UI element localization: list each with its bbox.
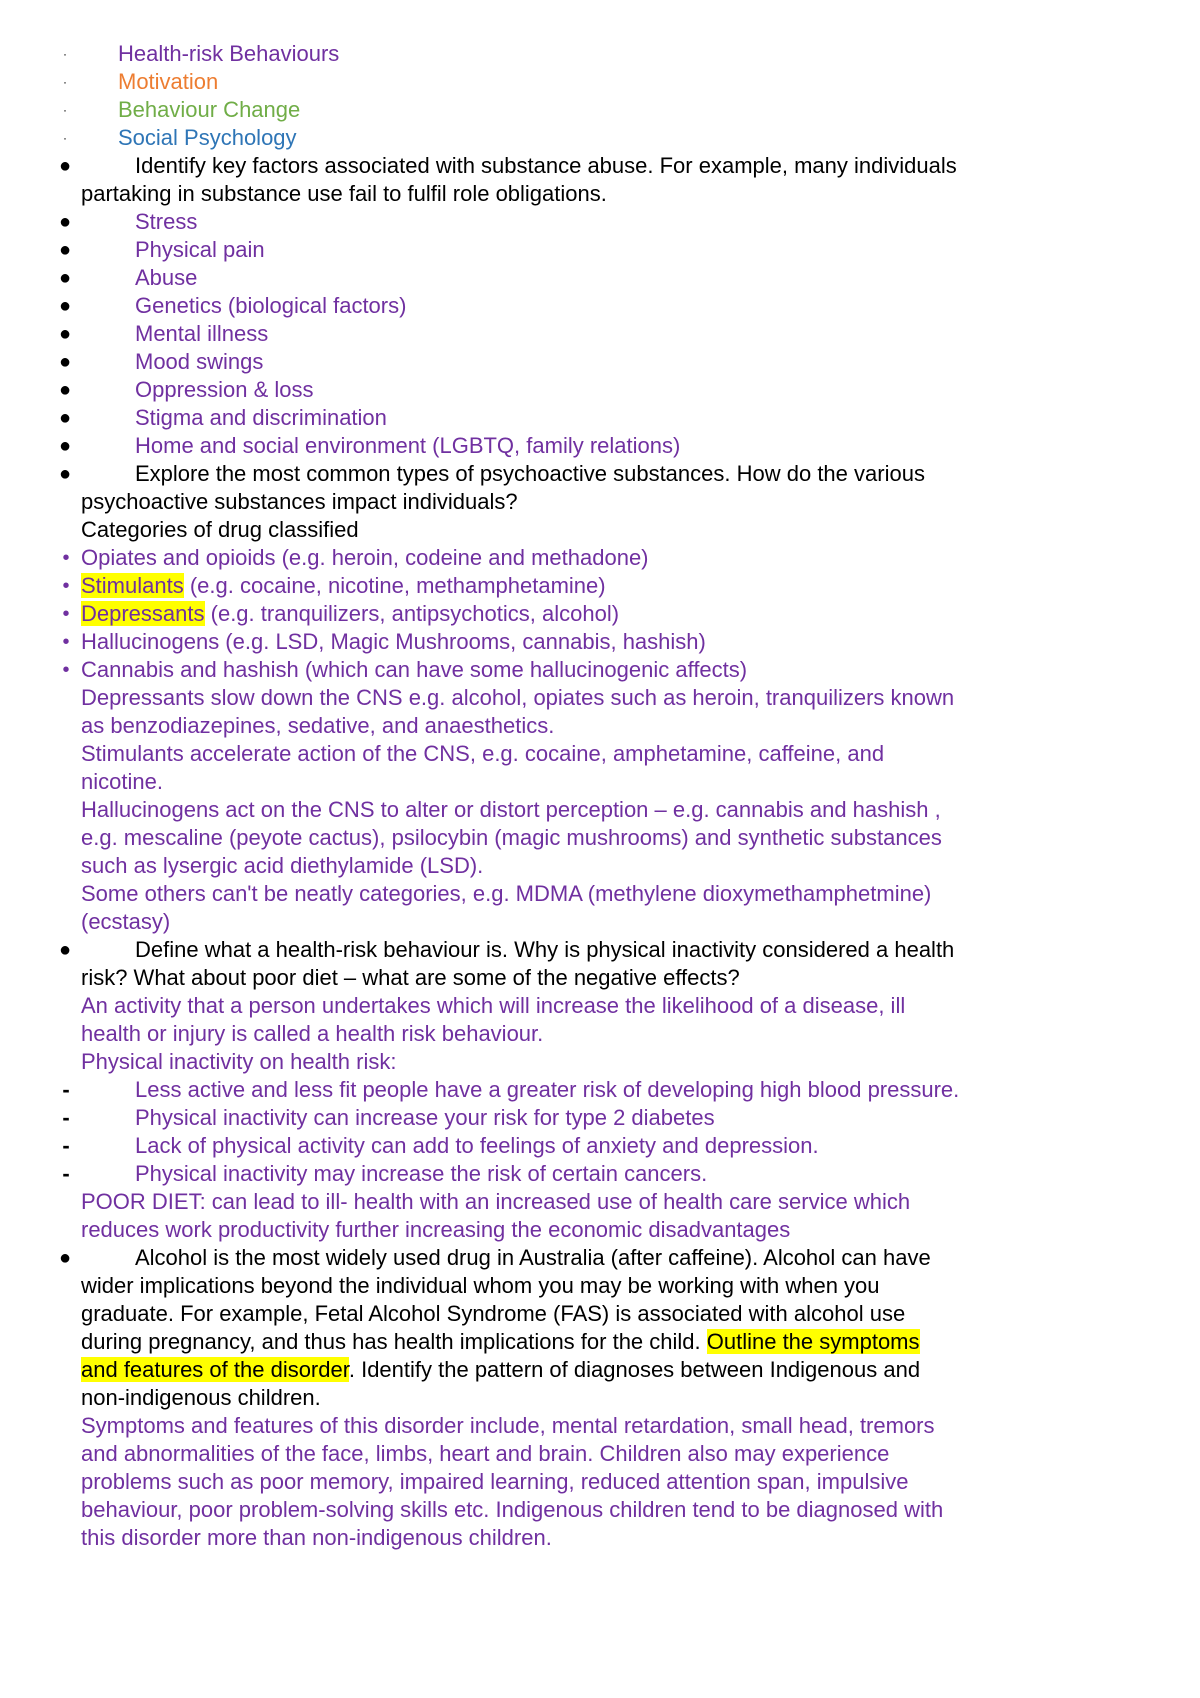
- factor-item: [0, 404, 1200, 432]
- big-bullet: ●: [58, 211, 72, 233]
- dash-item: [0, 1160, 1200, 1188]
- big-bullet: ●: [58, 323, 72, 345]
- answer-text: An activity that a person undertakes which will increase the likelihood of a disease, ill: [81, 993, 906, 1018]
- answer-line: [0, 796, 1200, 824]
- factor-label: Oppression & loss: [135, 377, 314, 402]
- category-label: Hallucinogens (e.g. LSD, Magic Mushrooms, cannabis, hashish): [81, 629, 706, 654]
- categories-heading: [0, 516, 1200, 544]
- dash-item-text: Physical inactivity may increase the risk of certain cancers.: [135, 1161, 708, 1186]
- dash-item: [0, 1132, 1200, 1160]
- question-text: risk? What about poor diet – what are some of the negative effects?: [81, 965, 740, 990]
- mid-bullet: •: [62, 659, 70, 681]
- answer-text: POOR DIET: can lead to ill- health with an increased use of health care service which: [81, 1189, 911, 1214]
- category-label: Cannabis and hashish (which can have some hallucinogenic affects): [81, 657, 748, 682]
- big-bullet: ●: [58, 155, 72, 177]
- big-bullet: ●: [58, 1247, 72, 1269]
- answer-text: reduces work productivity further increasing the economic disadvantages: [81, 1217, 791, 1242]
- answer-line: [0, 740, 1200, 768]
- topic-label: Social Psychology: [118, 125, 297, 150]
- dash-bullet: -: [62, 1077, 70, 1102]
- small-bullet: ·: [63, 75, 67, 89]
- small-bullet: ·: [63, 103, 67, 117]
- mid-bullet: •: [62, 603, 70, 625]
- answer-line: [0, 1496, 1200, 1524]
- factor-label: Stigma and discrimination: [135, 405, 387, 430]
- question-line: [0, 1272, 1200, 1300]
- category-item: [0, 544, 1200, 572]
- question-text: psychoactive substances impact individuals?: [81, 489, 518, 514]
- factor-item: [0, 208, 1200, 236]
- question-line: [0, 1244, 1200, 1272]
- answer-text: problems such as poor memory, impaired learning, reduced attention span, impulsive: [81, 1469, 909, 1494]
- factor-label: Stress: [135, 209, 198, 234]
- big-bullet: ●: [58, 295, 72, 317]
- answer-line: [0, 1412, 1200, 1440]
- mid-bullet: •: [62, 547, 70, 569]
- answer-text: Stimulants accelerate action of the CNS, e.g. cocaine, amphetamine, caffeine, and: [81, 741, 885, 766]
- dash-item-text: Less active and less fit people have a greater risk of developing high blood pressure.: [135, 1077, 960, 1102]
- mid-bullet: •: [62, 631, 70, 653]
- answer-line: [0, 1216, 1200, 1244]
- topic-label: Motivation: [118, 69, 219, 94]
- small-bullet: ·: [63, 47, 67, 61]
- dash-item-text: Physical inactivity can increase your risk for type 2 diabetes: [135, 1105, 715, 1130]
- topic-item: [0, 96, 1200, 124]
- highlighted-text: Depressants: [81, 601, 205, 626]
- answer-text: as benzodiazepines, sedative, and anaesthetics.: [81, 713, 555, 738]
- factor-item: [0, 292, 1200, 320]
- dash-item: [0, 1104, 1200, 1132]
- question-line: [0, 1328, 1200, 1356]
- question-text: [81, 1356, 920, 1384]
- factor-label: Mood swings: [135, 349, 264, 374]
- category-item: [0, 600, 1200, 628]
- question-line: [0, 488, 1200, 516]
- question-line: [0, 1384, 1200, 1412]
- factor-label: Physical pain: [135, 237, 265, 262]
- factor-label: Genetics (biological factors): [135, 293, 407, 318]
- answer-line: [0, 908, 1200, 936]
- answer-line: [0, 1468, 1200, 1496]
- mid-bullet: •: [62, 575, 70, 597]
- question-line: [0, 964, 1200, 992]
- answer-text: Physical inactivity on health risk:: [81, 1049, 397, 1074]
- big-bullet: ●: [58, 463, 72, 485]
- answer-text: health or injury is called a health risk behaviour.: [81, 1021, 544, 1046]
- dash-item-text: Lack of physical activity can add to feelings of anxiety and depression.: [135, 1133, 819, 1158]
- dash-item: [0, 1076, 1200, 1104]
- topic-label: Health-risk Behaviours: [118, 41, 340, 66]
- question-text: [81, 1328, 920, 1356]
- big-bullet: ●: [58, 239, 72, 261]
- highlighted-text: Outline the symptoms: [706, 1329, 920, 1354]
- question-line: [0, 936, 1200, 964]
- answer-line: [0, 1188, 1200, 1216]
- question-text: wider implications beyond the individual whom you may be working with when you: [81, 1273, 880, 1298]
- answer-text: Hallucinogens act on the CNS to alter or distort perception – e.g. cannabis and hashish ,: [81, 797, 941, 822]
- big-bullet: ●: [58, 407, 72, 429]
- question-text: Identify key factors associated with substance abuse. For example, many individuals: [135, 153, 957, 178]
- answer-line: [0, 1048, 1200, 1076]
- highlighted-text: Stimulants: [81, 573, 184, 598]
- factor-item: [0, 348, 1200, 376]
- factor-item: [0, 320, 1200, 348]
- answer-line: [0, 768, 1200, 796]
- category-label: [81, 572, 606, 600]
- answer-line: [0, 880, 1200, 908]
- category-item: [0, 628, 1200, 656]
- highlighted-text: and features of the disorder: [81, 1357, 349, 1382]
- factor-label: Abuse: [135, 265, 198, 290]
- answer-line: [0, 1020, 1200, 1048]
- factor-label: Mental illness: [135, 321, 269, 346]
- big-bullet: ●: [58, 435, 72, 457]
- answer-text: nicotine.: [81, 769, 163, 794]
- answer-text: Symptoms and features of this disorder include, mental retardation, small head, tremors: [81, 1413, 935, 1438]
- answer-text: and abnormalities of the face, limbs, heart and brain. Children also may experience: [81, 1441, 890, 1466]
- big-bullet: ●: [58, 939, 72, 961]
- category-rest: (e.g. tranquilizers, antipsychotics, alcohol): [204, 601, 620, 626]
- question-text: partaking in substance use fail to fulfil role obligations.: [81, 181, 607, 206]
- answer-text: this disorder more than non-indigenous children.: [81, 1525, 552, 1550]
- categories-heading-text: Categories of drug classified: [81, 517, 359, 542]
- question-text: non-indigenous children.: [81, 1385, 321, 1410]
- answer-line: [0, 992, 1200, 1020]
- answer-text: behaviour, poor problem-solving skills etc. Indigenous children tend to be diagnosed with: [81, 1497, 944, 1522]
- dash-bullet: -: [62, 1105, 70, 1130]
- category-label: Opiates and opioids (e.g. heroin, codeine and methadone): [81, 545, 649, 570]
- answer-text: Depressants slow down the CNS e.g. alcohol, opiates such as heroin, tranquilizers known: [81, 685, 955, 710]
- question-line: [0, 460, 1200, 488]
- answer-line: [0, 712, 1200, 740]
- category-label: [81, 600, 619, 628]
- category-item: [0, 572, 1200, 600]
- dash-bullet: -: [62, 1161, 70, 1186]
- answer-text: (ecstasy): [81, 909, 171, 934]
- answer-line: [0, 684, 1200, 712]
- topic-item: [0, 68, 1200, 96]
- question-line: [0, 180, 1200, 208]
- question-text: Alcohol is the most widely used drug in Australia (after caffeine). Alcohol can have: [135, 1245, 931, 1270]
- topic-item: [0, 124, 1200, 152]
- small-bullet: ·: [63, 131, 67, 145]
- answer-line: [0, 1524, 1200, 1552]
- question-line: [0, 1300, 1200, 1328]
- question-line: [0, 152, 1200, 180]
- factor-item: [0, 236, 1200, 264]
- question-line: [0, 1356, 1200, 1384]
- answer-text: such as lysergic acid diethylamide (LSD).: [81, 853, 484, 878]
- factor-item: [0, 432, 1200, 460]
- factor-item: [0, 264, 1200, 292]
- question-text: Explore the most common types of psychoactive substances. How do the various: [135, 461, 925, 486]
- answer-line: [0, 1440, 1200, 1468]
- big-bullet: ●: [58, 267, 72, 289]
- dash-bullet: -: [62, 1133, 70, 1158]
- question-text: graduate. For example, Fetal Alcohol Syndrome (FAS) is associated with alcohol use: [81, 1301, 906, 1326]
- factor-item: [0, 376, 1200, 404]
- answer-line: [0, 824, 1200, 852]
- answer-text: e.g. mescaline (peyote cactus), psilocybin (magic mushrooms) and synthetic substances: [81, 825, 942, 850]
- question-text: Define what a health-risk behaviour is. Why is physical inactivity considered a health: [135, 937, 955, 962]
- plain-text: during pregnancy, and thus has health implications for the child.: [81, 1329, 707, 1354]
- topic-label: Behaviour Change: [118, 97, 301, 122]
- category-item: [0, 656, 1200, 684]
- category-rest: (e.g. cocaine, nicotine, methamphetamine): [183, 573, 606, 598]
- big-bullet: ●: [58, 379, 72, 401]
- answer-text: Some others can't be neatly categories, e.g. MDMA (methylene dioxymethamphetmine): [81, 881, 932, 906]
- plain-text: . Identify the pattern of diagnoses between Indigenous and: [348, 1357, 921, 1382]
- big-bullet: ●: [58, 351, 72, 373]
- answer-line: [0, 852, 1200, 880]
- factor-label: Home and social environment (LGBTQ, family relations): [135, 433, 681, 458]
- topic-item: [0, 40, 1200, 68]
